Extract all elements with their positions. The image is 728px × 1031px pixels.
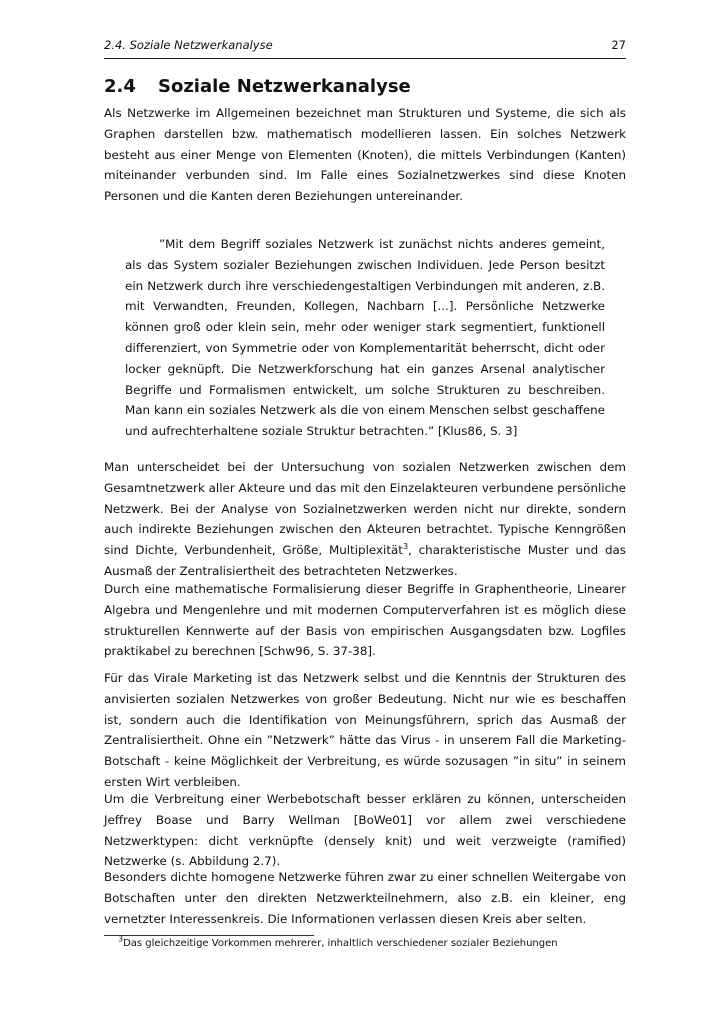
paragraph-intro: Als Netzwerke im Allgemeinen bezeichnet man Strukturen und Systeme, die sich als Graphen darstellen bzw. mathematisch modellieren lassen. Ein solches Netzwerk besteht aus einer Menge von Elementen (Knoten), die mittels Verbindungen (Kanten) miteinander verbunden sind. Im Falle eines Sozialnetzwerkes sind diese Knoten Personen und die Kanten deren Beziehungen untereinander. <box>104 106 626 204</box>
section-heading <box>104 76 626 97</box>
quote-text: ”Mit dem Begriff soziales Netzwerk ist zunächst nichts anderes gemeint, als das System sozialer Beziehungen zwischen Individuen. Jede Person besitzt ein Netzwerk durch ihre verschiedengestaltigen Verbindungen mit anderen, z.B. mit Verwandten, Freunden, Kollegen, Nachbarn [...]. Persönliche Netzwerke können groß oder klein sein, mehr oder weniger stark segmentiert, funktionell differenziert, von Symmetrie oder von Komplementarität beherrscht, dicht oder locker geknüpft. Die Netzwerkforschung hat ein ganzes Arsenal analytischer Begriffe und Formalismen entwickelt, um solche Strukturen zu beschreiben. Man kann ein soziales Netzwerk als die von einem Menschen selbst geschaffene und aufrechterhaltene soziale Struktur betrachten.” [Klus86, S. 3] <box>125 237 605 439</box>
running-header <box>104 38 626 56</box>
header-section-label: 2.4. Soziale Netzwerkanalyse <box>104 38 273 52</box>
footnote-mark: 3 <box>118 934 124 944</box>
header-rule <box>104 58 626 59</box>
paragraph-viral-marketing: Für das Virale Marketing ist das Netzwerk selbst und die Kenntnis der Strukturen des anvisierten sozialen Netzwerkes von großer Bedeutung. Nicht nur wie es beschaffen ist, sondern auch die Identifikation von Meinungsführern, sprich das Ausmaß der Zentralisiertheit. Ohne ein ”Netzwerk” hätte das Virus - in unserem Fall die Marketing-Botschaft - keine Möglichkeit der Verbreitung, es würde sozusagen ”in situ” in seinem ersten Wirt verbleiben. <box>104 671 626 789</box>
footnote-rule <box>104 935 314 936</box>
paragraph-network-types: Man unterscheidet bei der Untersuchung von sozialen Netzwerken zwischen dem Gesamtnetzwerk aller Akteure und das mit den Einzelakteuren verbundene persönliche Netzwerk. Bei der Analyse von Sozialnetzwerken werden nicht nur direkte, sondern auch indirekte Beziehungen zwischen den Akteuren betrachtet. Typische Kenngrößen sind Dichte, Verbundenheit, Größe, Multiplexität$^3$, charakteristische Muster und das Ausmaß der Zentralisiertheit des betrachteten Netzwerkes. <box>104 460 626 578</box>
document-page <box>104 0 626 1031</box>
block-quote <box>125 234 605 442</box>
page-number: 27 <box>611 38 626 52</box>
footnote-ref: 3 <box>402 542 409 552</box>
paragraph-dense-networks: Besonders dichte homogene Netzwerke führen zwar zu einer schnellen Weitergabe von Botschaften unter den direkten Netzwerkteilnehmern, also z.B. ein kleiner, eng vernetzter Interessenkreis. Die Informationen verlassen diesen Kreis aber selten. <box>104 870 626 926</box>
section-number: 2.4 <box>104 76 136 97</box>
paragraph-formalisation: Durch eine mathematische Formalisierung dieser Begriffe in Graphentheorie, Linearer Algebra und Mengenlehre und mit modernen Computerverfahren ist es möglich diese strukturellen Kennwerte auf der Basis von empirischen Ausgangsdaten bzw. Logfiles praktikabel zu berechnen [Schw96, S. 37-38]. <box>104 582 626 659</box>
footnote-text: Das gleichzeitige Vorkommen mehrerer, inhaltlich verschiedener sozialer Beziehungen <box>123 938 558 949</box>
footnote <box>118 934 626 951</box>
paragraph-boase-wellman: Um die Verbreitung einer Werbebotschaft besser erklären zu können, unterscheiden Jeffrey Boase und Barry Wellman [BoWe01] vor allem zwei verschiedene Netzwerktypen: dicht verknüpfte (densely knit) und weit verzweigte (ramified) Netzwerke (s. Abbildung 2.7). <box>104 792 626 869</box>
section-title: Soziale Netzwerkanalyse <box>158 76 411 97</box>
